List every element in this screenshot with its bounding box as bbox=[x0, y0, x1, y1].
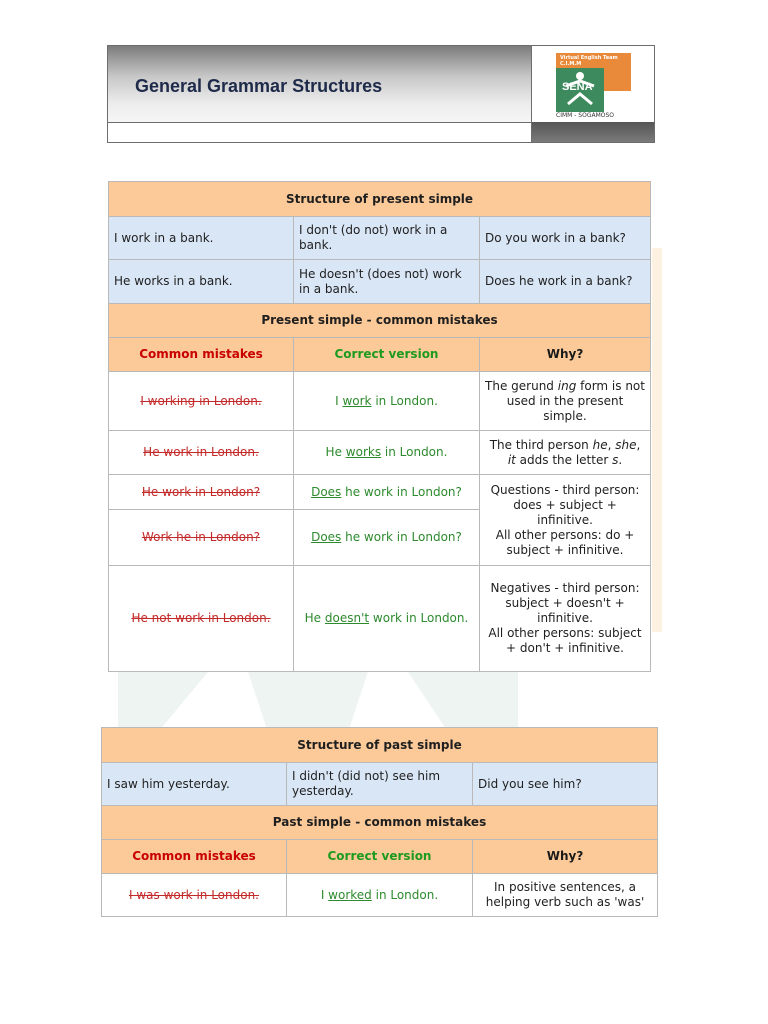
past-structure-title: Structure of past simple bbox=[102, 728, 658, 763]
table-row bbox=[109, 431, 651, 475]
column-header-mistakes: Common mistakes bbox=[102, 840, 287, 874]
logo-sena-text: SENA bbox=[562, 81, 593, 93]
column-header-why: Why? bbox=[480, 338, 651, 372]
header-title-cell bbox=[108, 46, 532, 122]
header-subbar-left bbox=[108, 122, 532, 142]
column-header-correct: Correct version bbox=[294, 338, 480, 372]
structure-cell: I saw him yesterday. bbox=[102, 763, 287, 806]
present-simple-table bbox=[108, 181, 651, 672]
watermark-shape bbox=[118, 672, 518, 732]
table-row bbox=[109, 372, 651, 431]
structure-cell: Does he work in a bank? bbox=[480, 260, 651, 304]
why-explanation: Questions - third person: does + subject + infinitive. All other persons: do + subject + infinitive. bbox=[480, 475, 651, 566]
why-explanation: Negatives - third person: subject + doesn't + infinitive. All other persons: subject + don't + infinitive. bbox=[480, 566, 651, 672]
table-row bbox=[109, 566, 651, 672]
why-explanation: The gerund ing form is not used in the present simple. bbox=[480, 372, 651, 431]
past-simple-table bbox=[101, 727, 658, 917]
structure-cell: Did you see him? bbox=[473, 763, 658, 806]
structure-cell: I don't (do not) work in a bank. bbox=[294, 217, 480, 260]
correct-example: He doesn't work in London. bbox=[294, 566, 480, 672]
column-header-correct: Correct version bbox=[287, 840, 473, 874]
wrong-example: I was work in London. bbox=[102, 874, 287, 917]
correct-example: I worked in London. bbox=[287, 874, 473, 917]
wrong-example: I working in London. bbox=[109, 372, 294, 431]
correct-example: Does he work in London? bbox=[294, 475, 480, 510]
wrong-example: He work in London? bbox=[109, 475, 294, 510]
wrong-example: Work he in London? bbox=[109, 510, 294, 566]
table-row bbox=[102, 874, 658, 917]
correct-example: Does he work in London? bbox=[294, 510, 480, 566]
structure-cell: I work in a bank. bbox=[109, 217, 294, 260]
page-side-stripe bbox=[652, 248, 662, 632]
past-mistakes-title: Past simple - common mistakes bbox=[102, 806, 658, 840]
document-header bbox=[107, 45, 655, 143]
column-header-why: Why? bbox=[473, 840, 658, 874]
header-subbar-right bbox=[532, 122, 654, 142]
structure-cell: He doesn't (does not) work in a bank. bbox=[294, 260, 480, 304]
structure-cell: He works in a bank. bbox=[109, 260, 294, 304]
correct-example: He works in London. bbox=[294, 431, 480, 475]
why-explanation: The third person he, she, it adds the letter s. bbox=[480, 431, 651, 475]
logo-caption: CIMM - SOGAMOSO bbox=[556, 112, 615, 119]
table-row bbox=[109, 475, 651, 510]
wrong-example: He not work in London. bbox=[109, 566, 294, 672]
logo-team-text: Virtual English Team C.I.M.M bbox=[560, 55, 618, 67]
why-explanation: In positive sentences, a helping verb such as 'was' bbox=[473, 874, 658, 917]
column-header-mistakes: Common mistakes bbox=[109, 338, 294, 372]
header-logo bbox=[532, 46, 654, 122]
present-structure-title: Structure of present simple bbox=[109, 182, 651, 217]
structure-cell: Do you work in a bank? bbox=[480, 217, 651, 260]
structure-cell: I didn't (did not) see him yesterday. bbox=[287, 763, 473, 806]
correct-example: I work in London. bbox=[294, 372, 480, 431]
wrong-example: He work in London. bbox=[109, 431, 294, 475]
present-mistakes-title: Present simple - common mistakes bbox=[109, 304, 651, 338]
page-title: General Grammar Structures bbox=[135, 76, 383, 96]
